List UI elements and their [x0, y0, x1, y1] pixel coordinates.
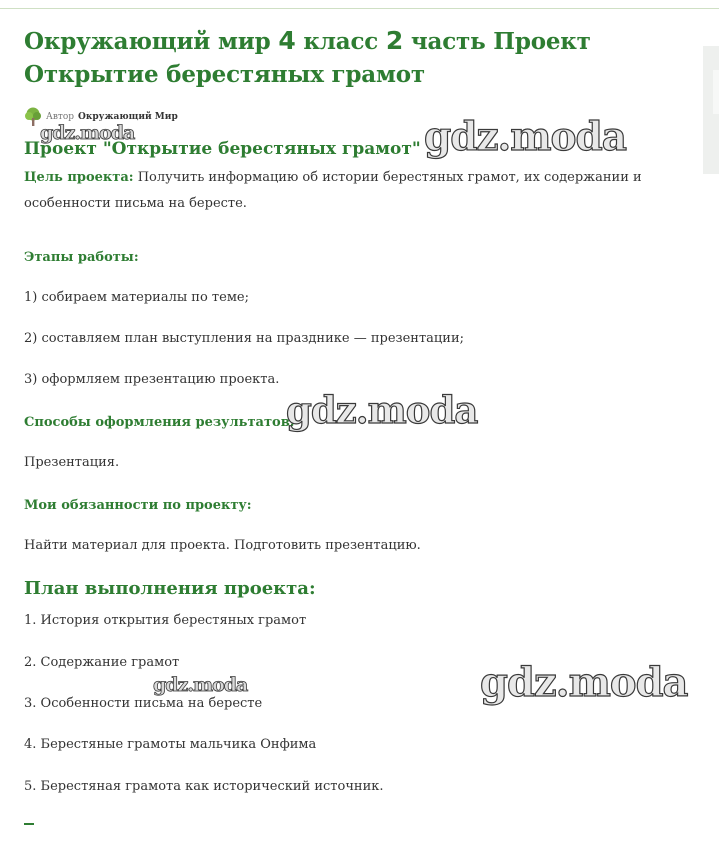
side-panel-edge	[703, 46, 719, 174]
plan-item: 4. Берестяные грамоты мальчика Онфима	[24, 737, 317, 752]
stages-label: Этапы работы:	[24, 250, 139, 265]
goal-text: Получить информацию об истории берестяных грамот, их содержании и особенности письма на бересте.	[24, 170, 642, 211]
plan-item: 3. Особенности письма на бересте	[24, 696, 263, 711]
top-divider	[0, 8, 719, 9]
project-goal	[24, 165, 700, 217]
watermark: gdz.moda	[40, 122, 135, 144]
tree-icon	[24, 107, 42, 127]
author-line	[24, 107, 700, 127]
results-label: Способы оформления результатов:	[24, 415, 295, 430]
results-text: Презентация.	[24, 455, 120, 470]
duties-text: Найти материал для проекта. Подготовить презентацию.	[24, 538, 421, 553]
plan-item: 5. Берестяная грамота как исторический источник.	[24, 779, 384, 794]
stage-item: 2) составляем план выступления на празднике — презентации;	[24, 331, 464, 346]
author-name[interactable]: Окружающий Мир	[78, 112, 178, 122]
stage-item: 1) собираем материалы по теме;	[24, 290, 249, 305]
watermark: gdz.moda	[286, 388, 478, 432]
separator-dash	[24, 823, 34, 825]
stage-item: 3) оформляем презентацию проекта.	[24, 372, 280, 387]
watermark: gdz.moda	[153, 674, 248, 696]
goal-label: Цель проекта:	[24, 170, 134, 185]
page-title: Окружающий мир 4 класс 2 часть Проект Открытие берестяных грамот	[24, 26, 591, 88]
plan-title: План выполнения проекта:	[24, 578, 316, 599]
article	[24, 24, 700, 217]
duties-label: Мои обязанности по проекту:	[24, 498, 252, 513]
plan-item: 2. Содержание грамот	[24, 655, 180, 670]
watermark: gdz.moda	[424, 114, 627, 160]
plan-item: 1. История открытия берестяных грамот	[24, 613, 307, 628]
watermark: gdz.moda	[480, 659, 688, 706]
author-prefix: Автор	[46, 112, 75, 122]
project-subtitle: Проект "Открытие берестяных грамот"	[24, 139, 421, 159]
